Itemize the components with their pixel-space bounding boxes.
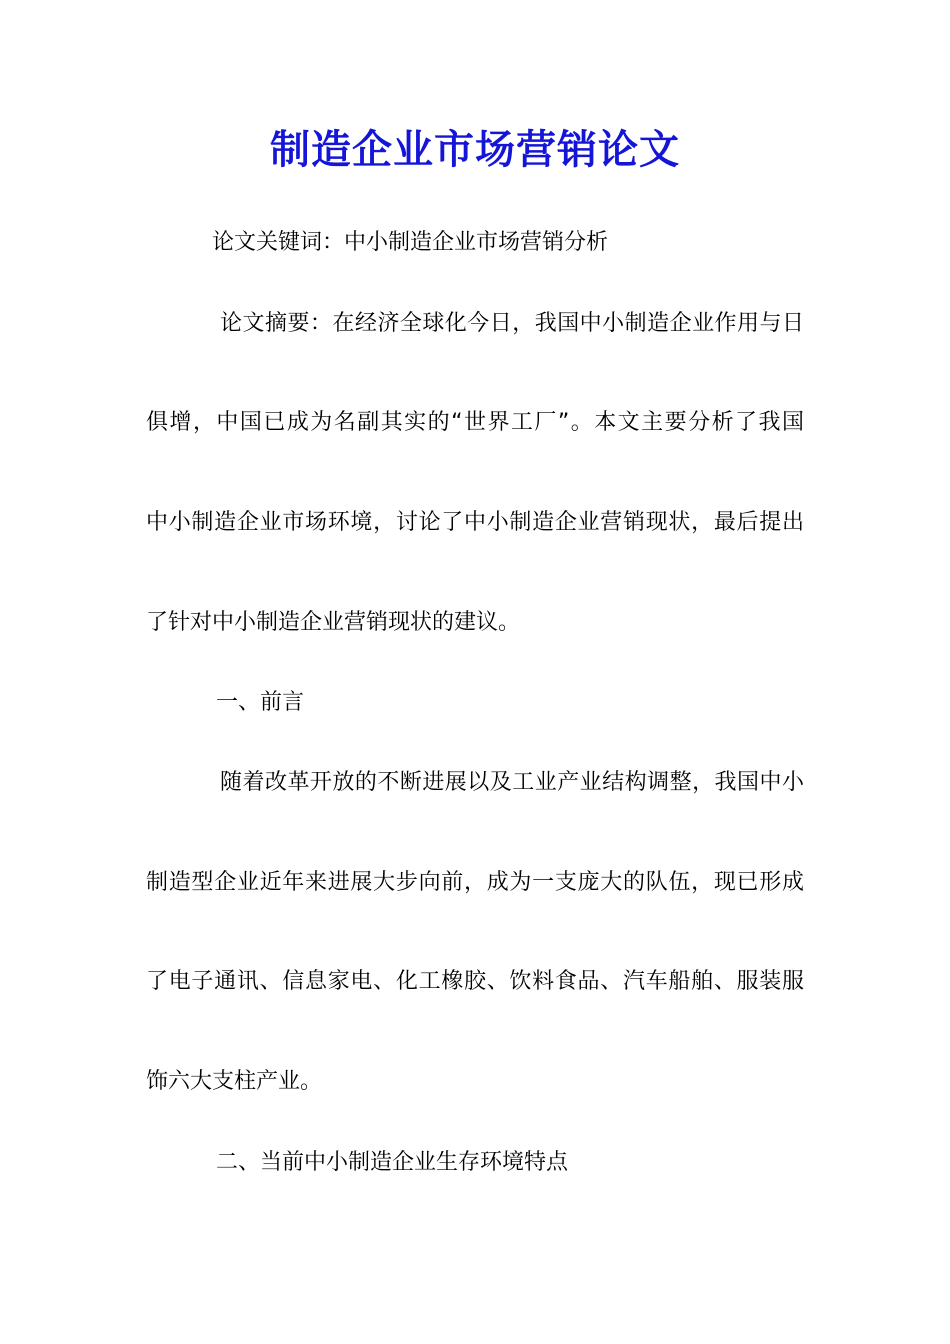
section1-line-3: 了电子通讯、信息家电、化工橡胶、饮料食品、汽车船舶、服装服: [146, 969, 804, 994]
section1-line-1: 随着改革开放的不断进展以及工业产业结构调整，我国中小: [220, 770, 804, 795]
abstract-line-2: 俱增，中国已成为名副其实的“世界工厂”。本文主要分析了我国: [146, 410, 804, 435]
keywords-line: 论文关键词：中小制造企业市场营销分析: [212, 230, 609, 255]
section-heading-1: 一、前言: [216, 690, 305, 715]
section1-line-2: 制造型企业近年来进展大步向前，成为一支庞大的队伍，现已形成: [146, 870, 804, 895]
abstract-line-3: 中小制造企业市场环境，讨论了中小制造企业营销现状，最后提出: [146, 510, 804, 535]
section1-line-4: 饰六大支柱产业。: [146, 1069, 323, 1094]
document-title: 制造企业市场营销论文: [270, 126, 680, 173]
section-heading-2: 二、当前中小制造企业生存环境特点: [216, 1150, 569, 1175]
abstract-line-1: 论文摘要：在经济全球化今日，我国中小制造企业作用与日: [220, 311, 804, 336]
abstract-line-4: 了针对中小制造企业营销现状的建议。: [146, 610, 521, 635]
